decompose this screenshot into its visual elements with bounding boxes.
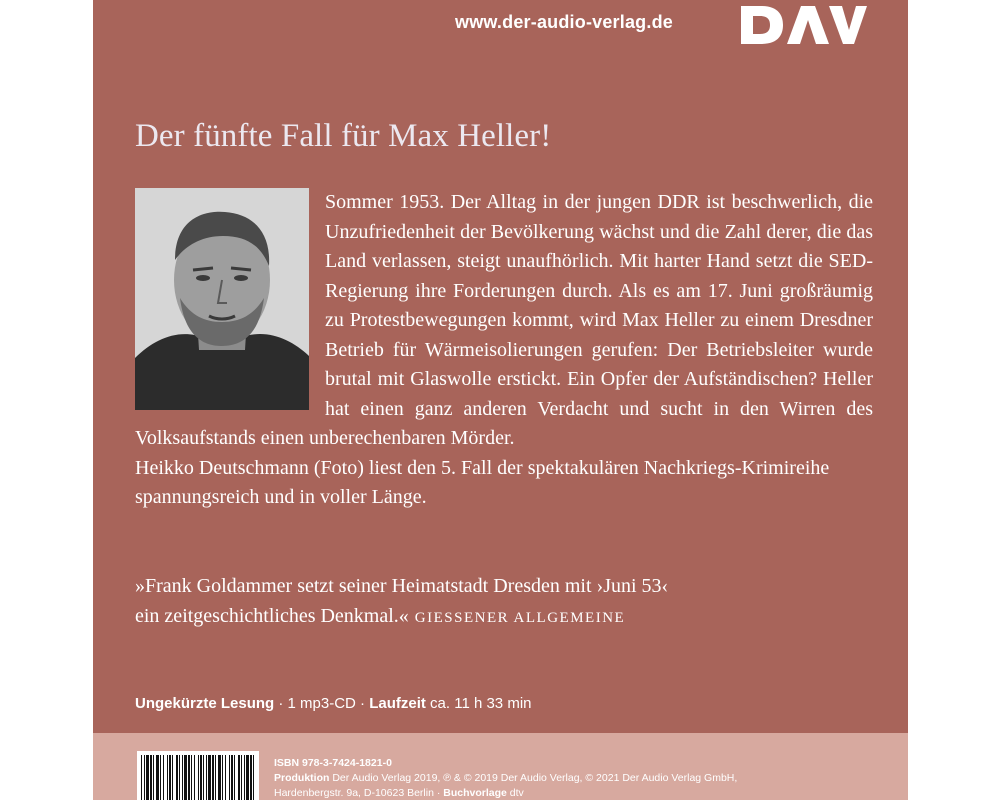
produktion-text: Der Audio Verlag 2019, ℗ & © 2019 Der Audio Verlag, © 2021 Der Audio Verlag GmbH, bbox=[329, 772, 738, 784]
portrait-photo bbox=[135, 188, 309, 410]
barcode-bar bbox=[184, 755, 187, 800]
barcode-bar bbox=[218, 755, 221, 800]
barcode-bar bbox=[146, 755, 149, 800]
barcode-bar bbox=[229, 755, 230, 800]
barcode-bar bbox=[215, 755, 216, 800]
barcode-bar bbox=[188, 755, 190, 800]
buchvorlage-label: Buchvorlage bbox=[443, 787, 507, 799]
barcode-bar bbox=[250, 755, 252, 800]
barcode-bar bbox=[231, 755, 233, 800]
barcode-bar bbox=[163, 755, 164, 800]
barcode-bar bbox=[150, 755, 152, 800]
buchvorlage-text: dtv bbox=[506, 787, 524, 799]
barcode-bar bbox=[141, 755, 142, 800]
info-label-runtime: Laufzeit bbox=[369, 695, 426, 712]
info-runtime: ca. 11 h 33 min bbox=[425, 695, 532, 712]
description-main: Sommer 1953. Der Alltag in der jungen DDR ist beschwerlich, die Unzufriedenheit der Bevölkerung wächst und die Zahl derer, die das Land verlassen, steigt unaufhörlich. Mit harter Hand setzt die SED-Regierung ihre Forderungen durch. Als es am 17. Juni großräumig zu Protestbewegungen kommt, wird Max Heller zu einem Dresdner Betrieb für Wärmeisolierungen gerufen: Der Betriebsleiter wurde brutal mit Glaswolle erstickt. Ein Opfer der Aufständischen? Heller hat einen ganz anderen Verdacht und sucht in den Wirren des Volksaufstands einen unberechenbaren Mörder. bbox=[135, 191, 873, 449]
barcode-bar bbox=[222, 755, 223, 800]
barcode-bar bbox=[169, 755, 171, 800]
barcode-bar bbox=[167, 755, 168, 800]
barcode bbox=[137, 751, 259, 800]
product-info bbox=[135, 695, 532, 712]
speaker-note: Heikko Deutschmann (Foto) liest den 5. Fall der spektakulären Nachkriegs-Krimireihe spannungsreich und in voller Länge. bbox=[135, 456, 830, 508]
back-cover bbox=[93, 0, 908, 800]
barcode-bar bbox=[208, 755, 211, 800]
barcode-bar bbox=[160, 755, 161, 800]
produktion-label: Produktion bbox=[274, 772, 330, 784]
barcode-bar bbox=[212, 755, 214, 800]
barcode-bar bbox=[182, 755, 183, 800]
barcode-bar bbox=[156, 755, 159, 800]
barcode-bar bbox=[200, 755, 202, 800]
barcode-bar bbox=[153, 755, 154, 800]
isbn: ISBN 978-3-7424-1821-0 bbox=[274, 757, 392, 769]
barcode-bar bbox=[191, 755, 192, 800]
barcode-bar bbox=[225, 755, 226, 800]
barcode-icon bbox=[137, 751, 259, 800]
publisher-address: Hardenbergstr. 9a, D-10623 Berlin · bbox=[274, 787, 444, 799]
barcode-bar bbox=[234, 755, 235, 800]
quote-source: GIESSENER ALLGEMEINE bbox=[414, 609, 626, 626]
barcode-bar bbox=[246, 755, 249, 800]
portrait-photo-icon bbox=[135, 188, 309, 410]
barcode-bar bbox=[203, 755, 204, 800]
info-format: · 1 mp3-CD · bbox=[274, 695, 370, 712]
dav-logo bbox=[739, 4, 867, 44]
info-label-unabridged: Ungekürzte Lesung bbox=[135, 695, 275, 712]
barcode-bar bbox=[176, 755, 178, 800]
legal-text bbox=[274, 756, 737, 800]
description bbox=[135, 188, 873, 513]
legal-strip bbox=[93, 733, 908, 800]
quote-line-2: ein zeitgeschichtliches Denkmal.« bbox=[135, 604, 409, 627]
barcode-bar bbox=[244, 755, 245, 800]
barcode-bar bbox=[179, 755, 180, 800]
barcode-bar bbox=[198, 755, 199, 800]
barcode-bar bbox=[238, 755, 240, 800]
barcode-bar bbox=[194, 755, 195, 800]
headline: Der fünfte Fall für Max Heller! bbox=[135, 118, 552, 154]
quote-line-1: »Frank Goldammer setzt seiner Heimatstadt Dresden mit ›Juni 53‹ bbox=[135, 575, 669, 597]
barcode-bar bbox=[144, 755, 145, 800]
barcode-bar bbox=[253, 755, 254, 800]
barcode-bar bbox=[172, 755, 173, 800]
press-quote bbox=[135, 572, 875, 633]
barcode-bar bbox=[206, 755, 207, 800]
publisher-url[interactable]: www.der-audio-verlag.de bbox=[455, 12, 673, 32]
barcode-bar bbox=[241, 755, 242, 800]
